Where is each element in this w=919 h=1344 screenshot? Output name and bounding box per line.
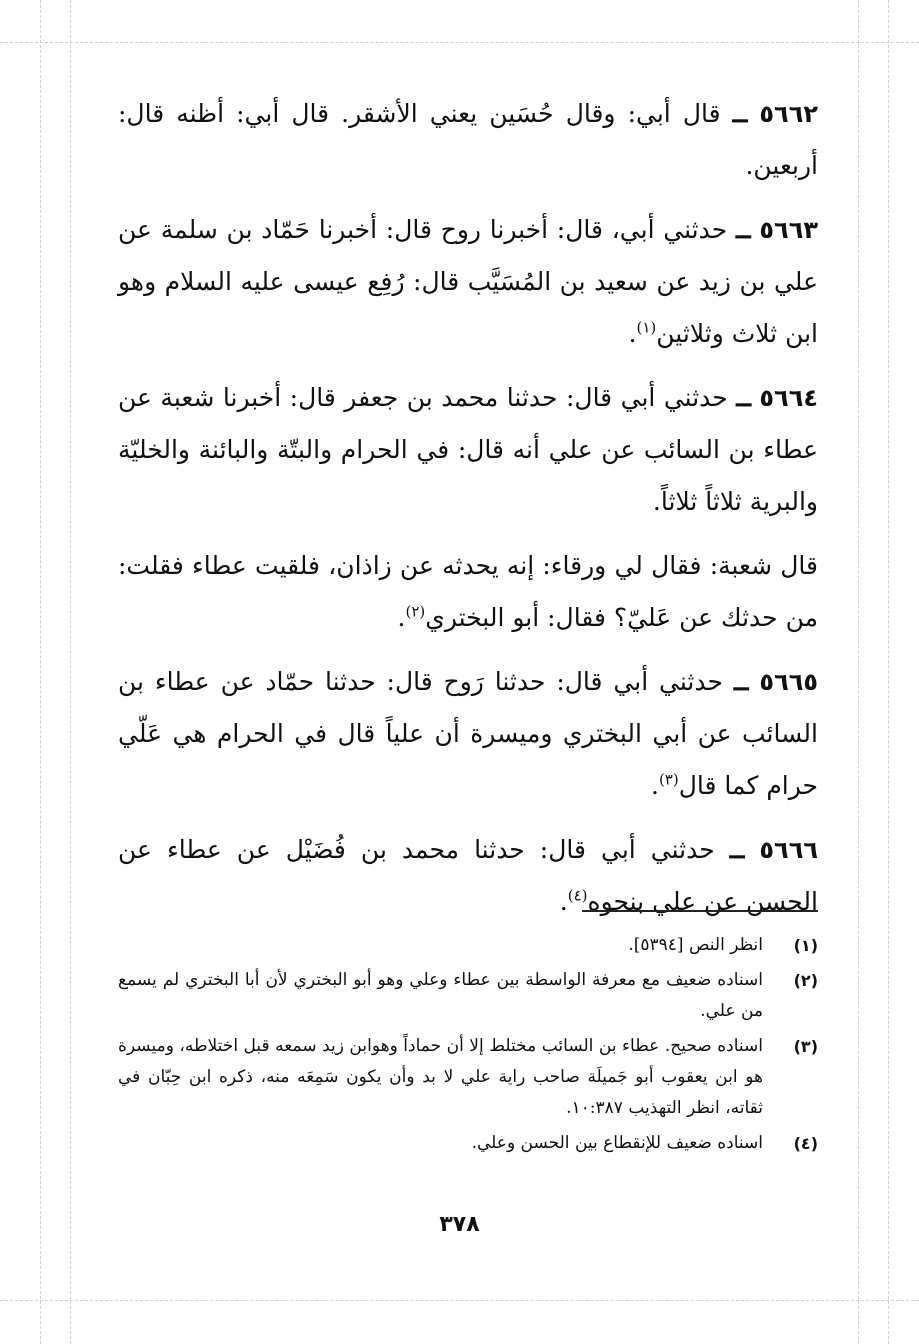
footnote-mark: (٤) [793,1134,818,1153]
hadith-text: حدثني أبي قال: حدثنا محمد بن جعفر قال: أخبرنا شعبة عن عطاء بن السائب عن علي أنه قال: في الحرام والبتّة والبائنة والخليّة والبرية ثلاثاً ثلاثاً. [118,383,818,516]
dash: ــ [732,99,748,128]
footnote-ref: (٣) [658,770,679,789]
period: . [397,603,406,632]
dash: ــ [735,215,751,244]
hadith-text: حدثني أبي قال: حدثنا محمد بن فُضَيْل عن عطاء عن الحسن عن علي بنحوه [118,835,818,916]
period: . [559,887,568,916]
footnote-4 [118,1128,818,1159]
footnote-ref: (٤) [567,886,588,905]
footnote-mark: (٣) [793,1037,818,1056]
hadith-number: ٥٦٦٢ [759,100,818,128]
hadith-5664-continuation [118,540,818,644]
hadith-5665 [118,656,818,812]
dash: ــ [736,383,751,412]
footnote-1 [118,930,818,961]
guide-line [70,0,71,1344]
guide-line [0,42,919,43]
hadith-5662 [118,88,818,192]
footnotes [118,930,818,1163]
page-number: ٣٧٨ [439,1212,480,1237]
footnote-ref: (٢) [405,602,426,621]
guide-line [0,1300,919,1301]
hadith-text: حدثني أبي قال: حدثنا رَوح قال: حدثنا حمّاد عن عطاء بن السائب عن أبي البختري وميسرة أن علياً قال في الحرام هي عَلّي حرام كما قال [118,667,818,800]
dash: ــ [733,667,749,696]
footnote-text: اسناده صحيح. عطاء بن السائب مختلط إلا أن حماداً وهوابن زيد سمعه قبل اختلاطه، وميسرة هو ابن يعقوب أبو جَميلَة صاحب راية علي لا بد وأن يكون سَمِعَه منه، ذكره ابن حِبّان في ثقاته، انظر التهذيب ١٠:٣٨٧. [118,1036,763,1118]
footnote-mark: (٢) [793,971,818,990]
hadith-5666 [118,824,818,928]
hadith-5664 [118,372,818,528]
period: . [628,319,637,348]
footnote-mark: (١) [793,936,818,955]
period: . [650,771,659,800]
guide-line [888,0,889,1344]
footnote-2 [118,965,818,1027]
hadith-number: ٥٦٦٤ [759,384,818,412]
hadith-text: قال شعبة: فقال لي ورقاء: إنه يحدثه عن زاذان، فلقيت عطاء فقلت: من حدثك عن عَليّ؟ فقال: أبو البختري [118,551,818,632]
hadith-5663 [118,204,818,360]
hadith-number: ٥٦٦٣ [759,216,818,244]
main-text [118,88,818,928]
footnote-text: اسناده ضعيف مع معرفة الواسطة بين عطاء وعلي وهو أبو البختري لأن أبا البختري لم يسمع من علي. [118,970,763,1021]
footnote-3 [118,1031,818,1124]
hadith-text: قال أبي: وقال حُسَين يعني الأشقر. قال أبي: أظنه قال: أربعين. [118,99,818,180]
dash: ــ [729,835,745,864]
footnote-text: اسناده ضعيف للإنقطاع بين الحسن وعلي. [471,1133,763,1153]
footnote-ref: (١) [636,318,657,337]
hadith-number: ٥٦٦٥ [759,668,819,696]
footnote-text: انظر النص [٥٣٩٤]. [628,935,763,955]
hadith-number: ٥٦٦٦ [759,836,818,864]
guide-line [858,0,859,1344]
guide-line [40,0,41,1344]
footnote-separator [582,910,818,912]
hadith-text: حدثني أبي، قال: أخبرنا روح قال: أخبرنا حَمّاد بن سلمة عن علي بن زيد عن سعيد بن المُسَيَّب قال: رُفِع عيسى عليه السلام وهو ابن ثلاث وثلاثين [118,215,818,348]
